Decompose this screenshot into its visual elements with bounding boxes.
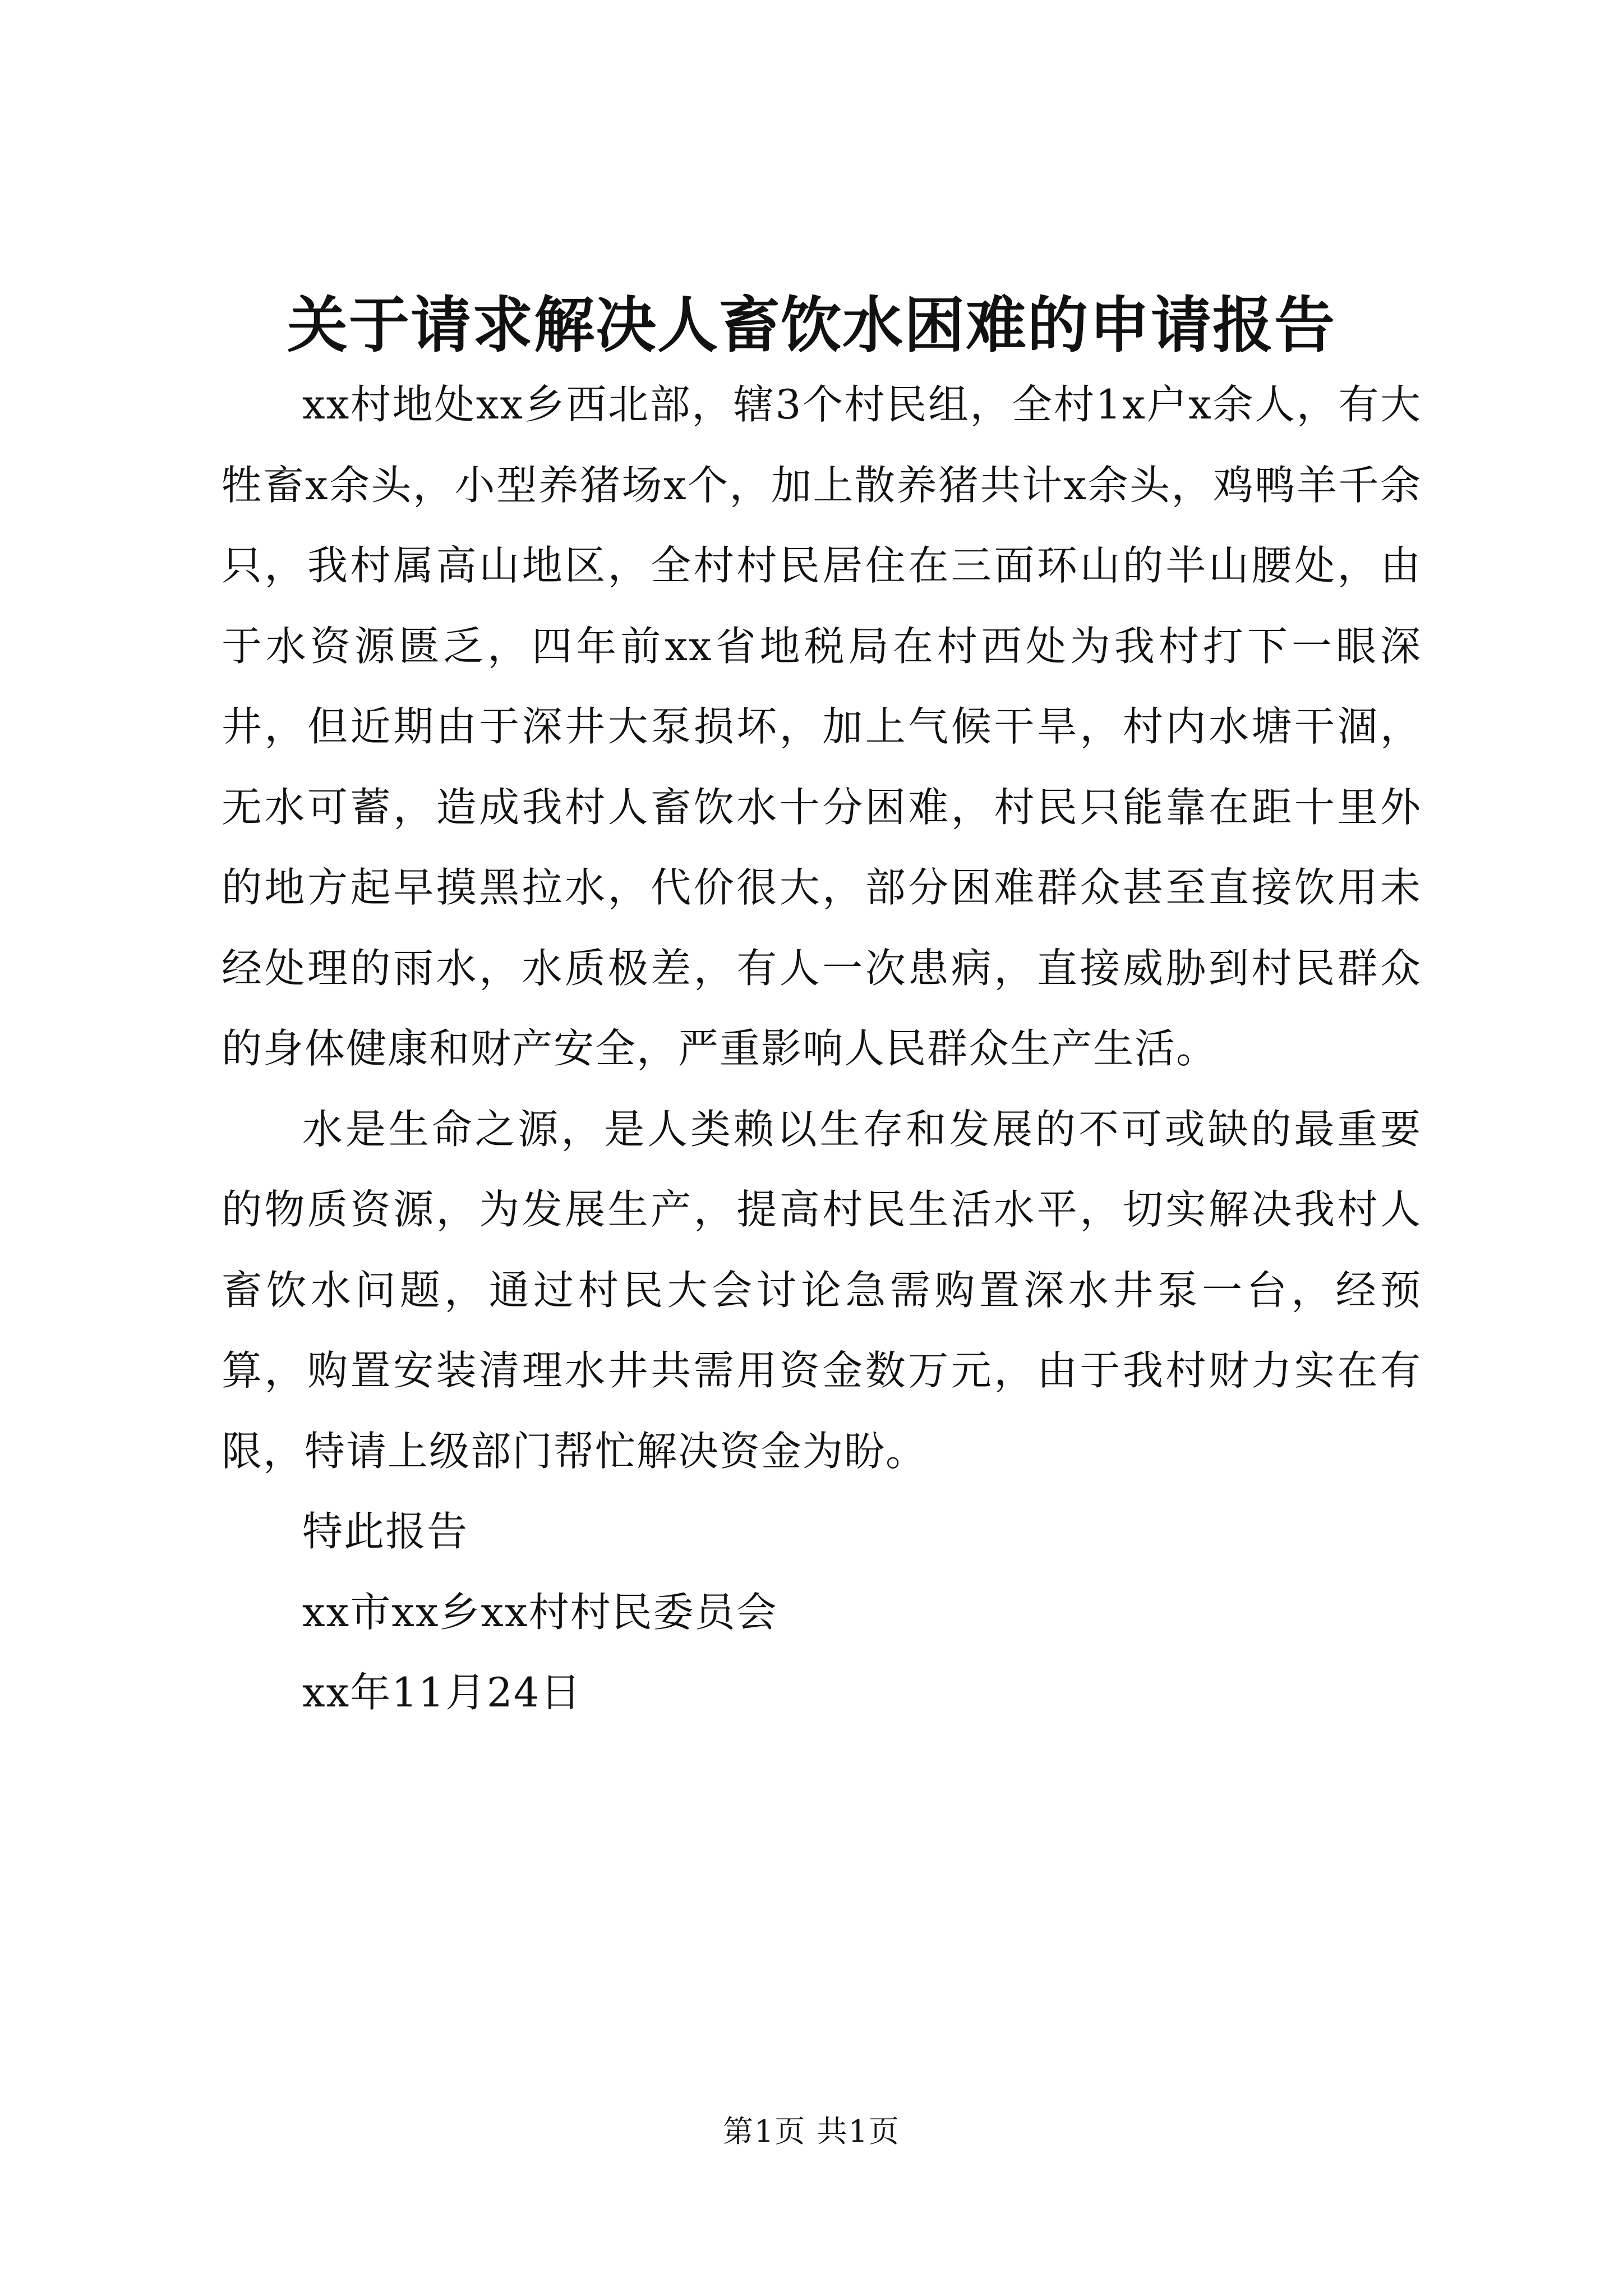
- closing-phrase: 特此报告: [302, 1508, 469, 1555]
- signature-organization: xx市xx乡xx村村民委员会: [302, 1588, 778, 1636]
- document-title: 关于请求解决人畜饮水困难的申请报告: [287, 290, 1336, 361]
- document-body: [222, 365, 1422, 1733]
- paragraph-situation: xx村地处xx乡西北部，辖3个村民组，全村1x户x余人，有大牲畜x余头，小型养猪场x个，加上散养猪共计x余头，鸡鸭羊千余只，我村属高山地区，全村村民居住在三面环山的半山腰处，由于水资源匮乏，四年前xx省地税局在村西处为我村打下一眼深井，但近期由于深井大泵损坏，加上气候干旱，村内水塘干涸，无水可蓄，造成我村人畜饮水十分困难，村民只能靠在距十里外的地方起早摸黑拉水，代价很大，部分困难群众甚至直接饮用未经处理的雨水，水质极差，有人一次患病，直接威胁到村民群众的身体健康和财产安全，严重影响人民群众生产生活。: [222, 381, 1422, 1072]
- signature-date: xx年11月24日: [302, 1669, 582, 1716]
- paragraph-request: 水是生命之源，是人类赖以生存和发展的不可或缺的最重要的物质资源，为发展生产，提高村民生活水平，切实解决我村人畜饮水问题，通过村民大会讨论急需购置深水井泵一台，经预算，购置安装清理水井共需用资金数万元，由于我村财力实在有限，特请上级部门帮忙解决资金为盼。: [222, 1105, 1422, 1475]
- page-footer: 第1页 共1页: [723, 2114, 900, 2149]
